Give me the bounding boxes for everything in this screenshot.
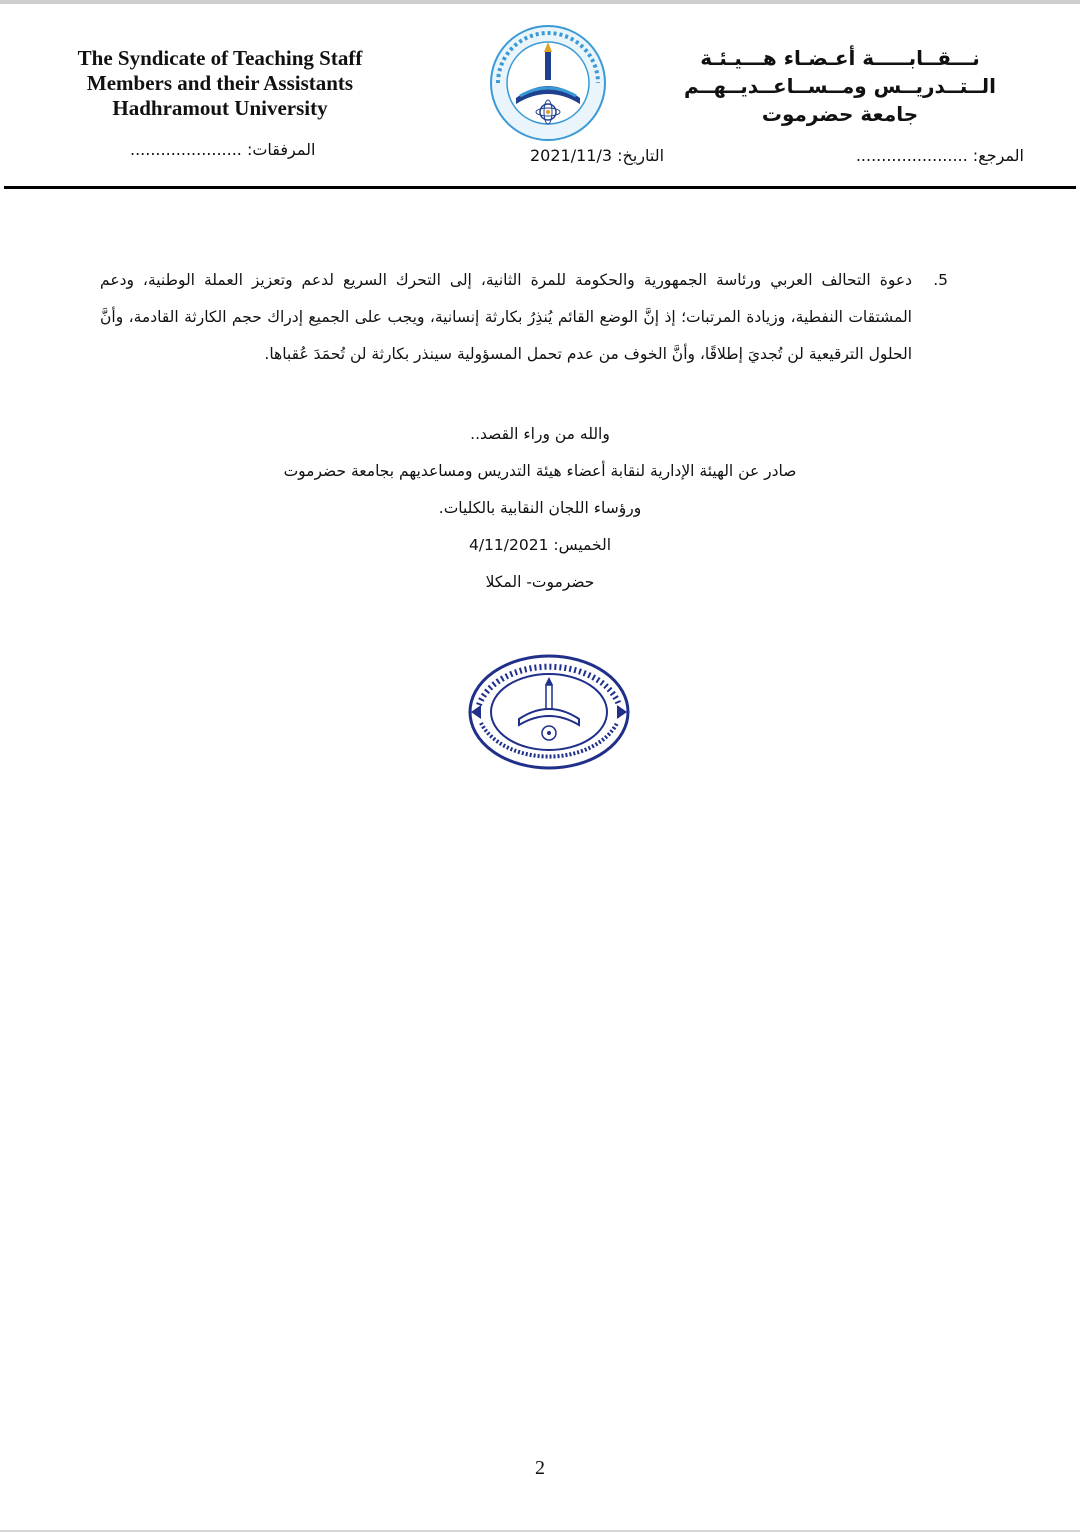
header-divider (4, 186, 1076, 189)
reference-field: المرجع: ...................... (855, 146, 1024, 165)
item-number: 5. (933, 271, 948, 289)
document-date: التاريخ: 2021/11/3 (530, 146, 665, 165)
arabic-header-line-2: الــتــدريــس ومــســاعــديــهــم (683, 74, 996, 98)
demand-item-5 (100, 262, 948, 373)
arabic-header (680, 44, 1000, 128)
english-header-line-1: The Syndicate of Teaching Staff (77, 46, 363, 70)
english-header-line-3: Hadhramout University (112, 96, 328, 120)
item-text: دعوة التحالف العربي ورئاسة الجمهورية والحكومة للمرة الثانية، إلى التحرك السريع لدعم وتعزيز العملة الوطنية، ودعم المشتقات النفطية، وزيادة المرتبات؛ إذ إنَّ الوضع القائم يُنذِرُ بكارثة إنسانية، ويجب على الجميع إدراك حجم الكارثة القادمة، وأنَّ الحلول الترقيعية لن تُجديَ إطلاقًا، وأنَّ الخوف من عدم تحمل المسؤولية سينذر بكارثة لن تُحمَدَ عُقباها. (100, 271, 912, 363)
closing-block (240, 416, 840, 601)
bottom-border (0, 1530, 1080, 1532)
page-number: 2 (535, 1457, 545, 1479)
arabic-header-line-3: جامعة حضرموت (761, 102, 919, 126)
official-stamp (467, 653, 631, 771)
top-border (0, 0, 1080, 4)
closing-phrase: والله من وراء القصد.. (470, 425, 610, 443)
issuer-line: صادر عن الهيئة الإدارية لنقابة أعضاء هيئة التدريس ومساعديهم بجامعة حضرموت (283, 462, 797, 480)
issue-date: الخميس: 4/11/2021 (468, 536, 612, 554)
english-header (40, 46, 400, 121)
attachments-field: المرفقات: ...................... (130, 140, 316, 159)
issuer-line-2: ورؤساء اللجان النقابية بالكليات. (438, 499, 642, 517)
arabic-header-line-1: نـــقــابـــــة أعـضـاء هـــيـئـة (700, 46, 980, 70)
syndicate-emblem-logo (488, 24, 608, 142)
issue-place: حضرموت- المكلا (485, 573, 595, 591)
english-header-line-2: Members and their Assistants (86, 71, 354, 95)
